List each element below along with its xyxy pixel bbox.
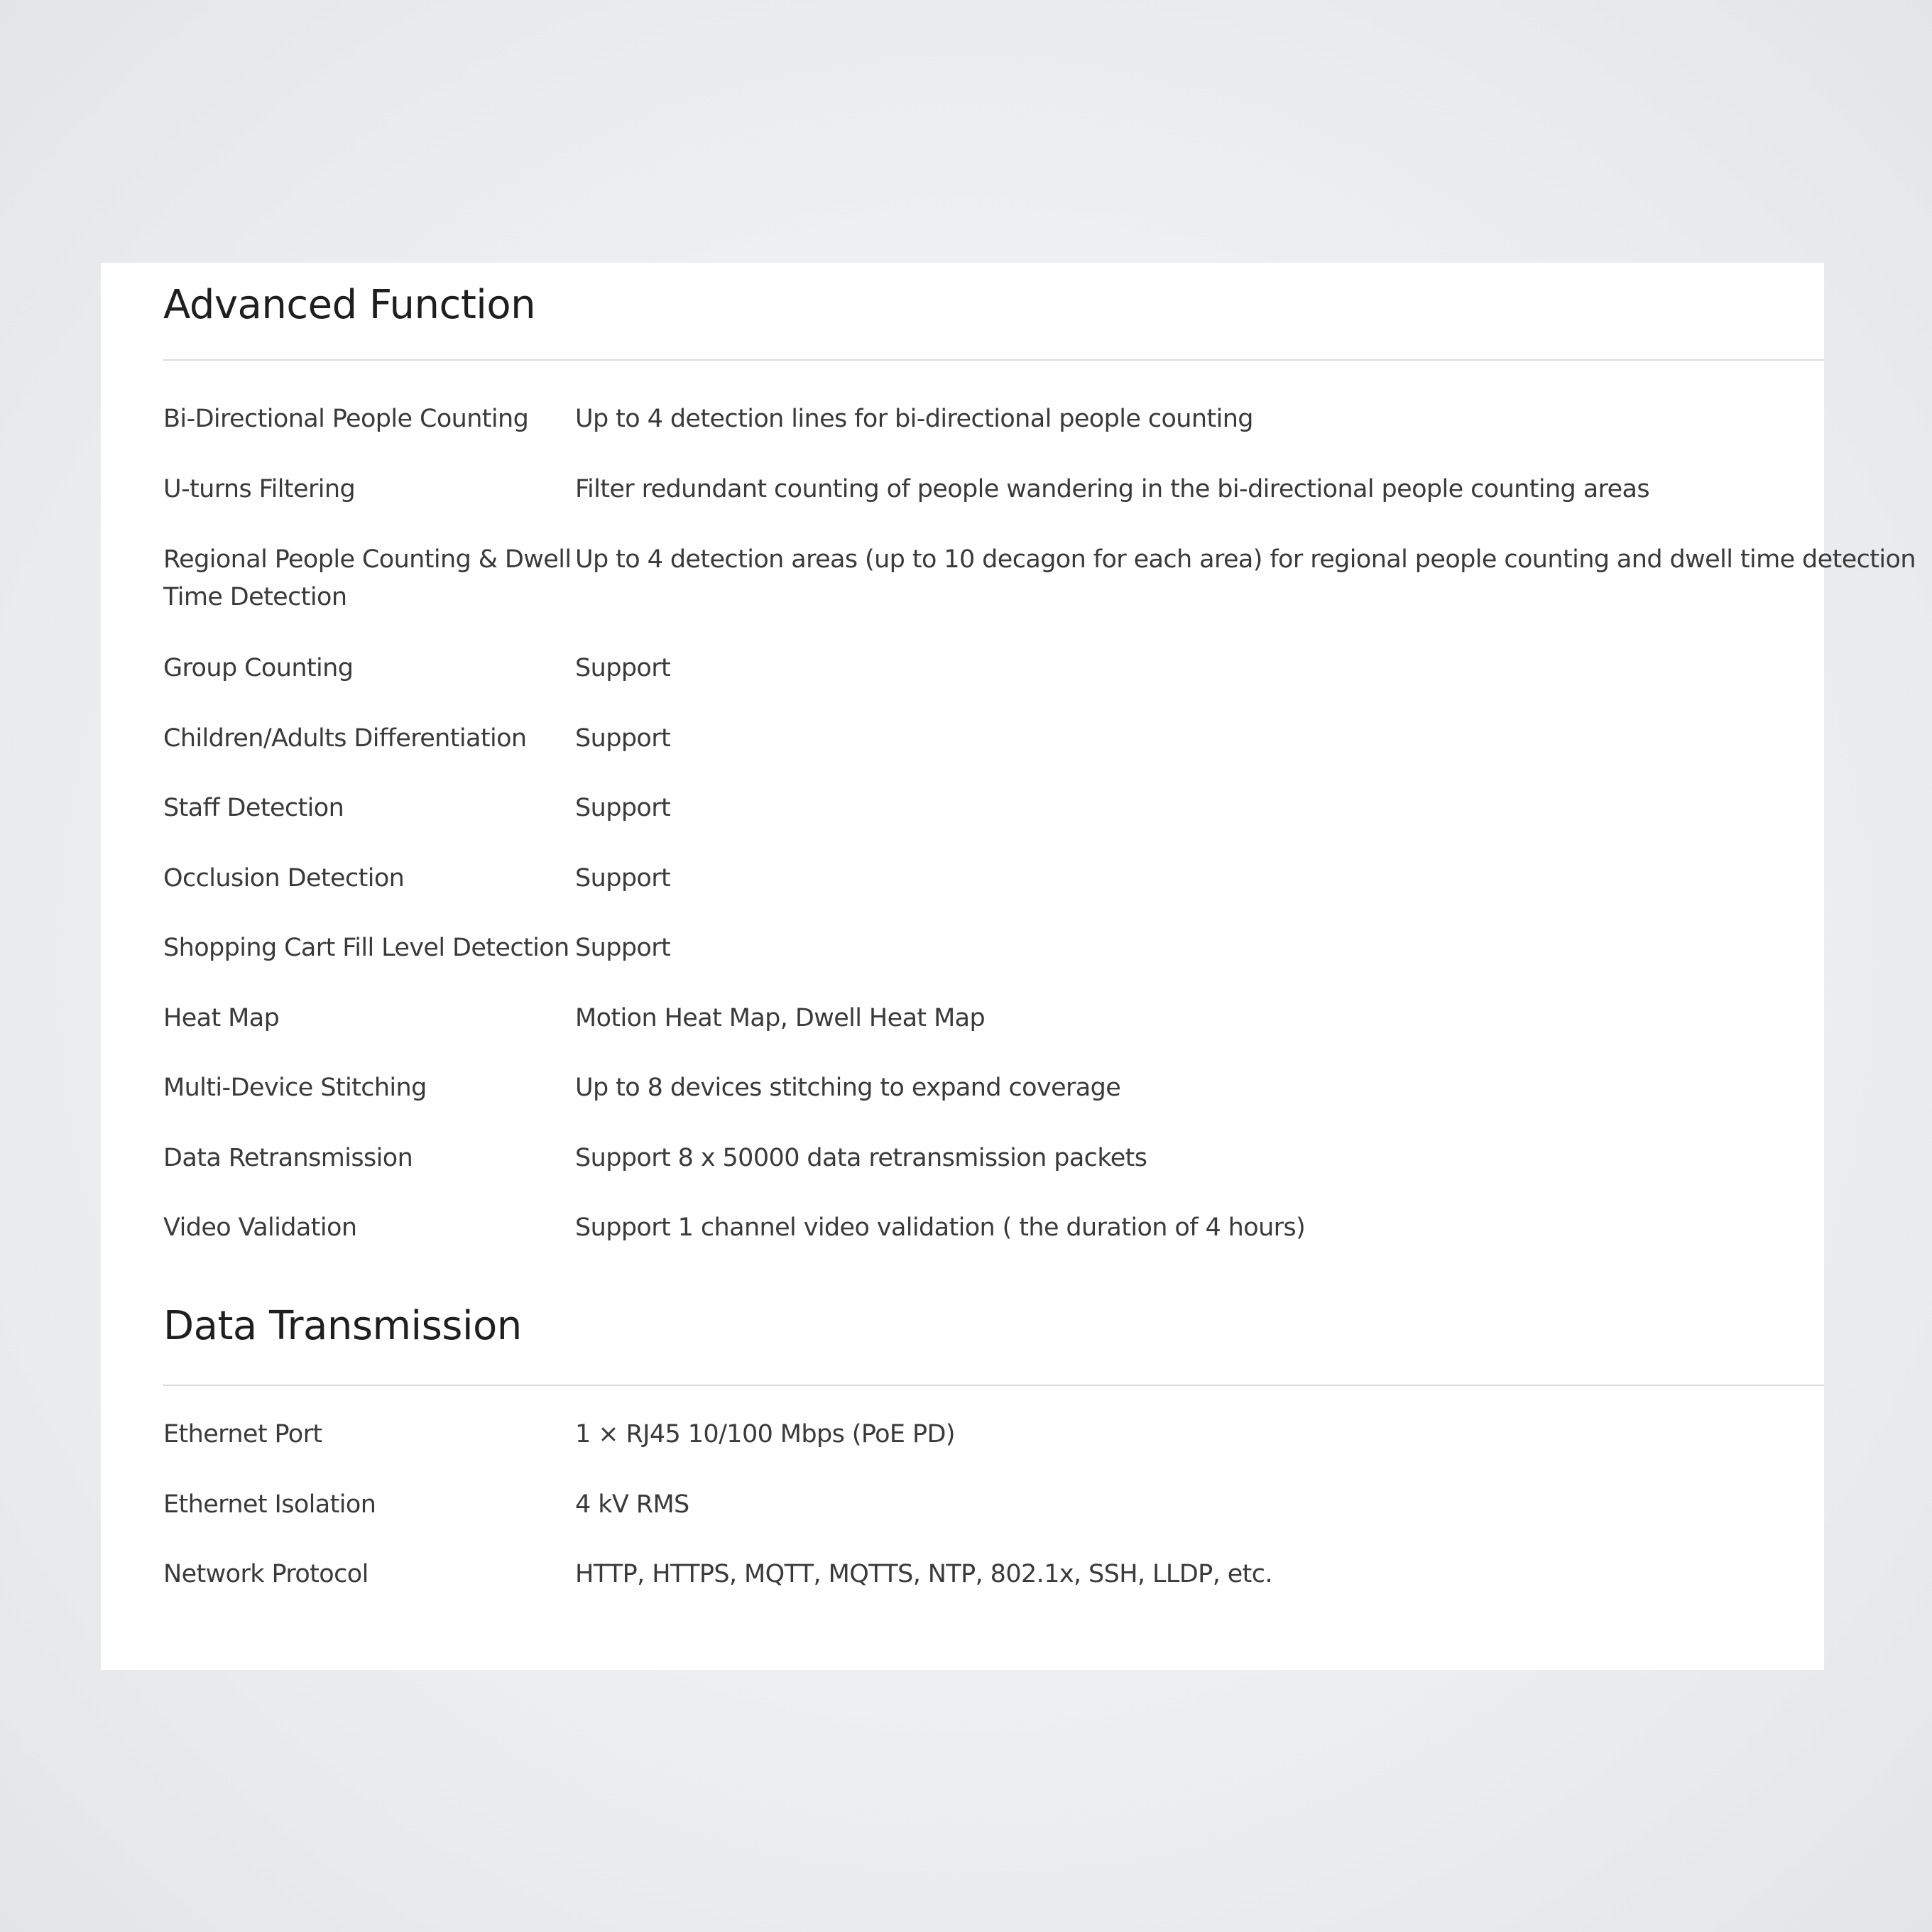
table-row: [163, 400, 1824, 471]
row-label: U-turns Filtering: [163, 475, 356, 503]
row-value: 4 kV RMS: [575, 1490, 689, 1519]
row-value: Filter redundant counting of people wandering in the bi-directional people counting areas: [575, 475, 1649, 503]
row-label: Bi-Directional People Counting: [163, 405, 529, 433]
row-value: Up to 4 detection lines for bi-directional people counting: [575, 405, 1253, 433]
table-row: [163, 1069, 1824, 1140]
table-row: [163, 720, 1824, 790]
row-label: Ethernet Port: [163, 1420, 322, 1448]
row-label: Occlusion Detection: [163, 864, 405, 893]
table-row: [163, 541, 1916, 650]
row-label: Multi-Device Stitching: [163, 1074, 427, 1102]
table-row: [163, 650, 1824, 720]
row-value: Up to 8 devices stitching to expand coverage: [575, 1074, 1121, 1102]
spec-table: [163, 361, 1916, 1279]
table-row: [163, 929, 1824, 1000]
row-label: Network Protocol: [163, 1560, 369, 1588]
table-row: [163, 1416, 1824, 1486]
section-data-transmission: [163, 1279, 1824, 1626]
row-value: Motion Heat Map, Dwell Heat Map: [575, 1004, 986, 1032]
row-label: Staff Detection: [163, 794, 344, 822]
row-value: Support: [575, 934, 671, 962]
row-label: Data Retransmission: [163, 1144, 413, 1172]
section-advanced-function: [163, 263, 1916, 1279]
section-title: Advanced Function: [163, 282, 536, 328]
row-label: Video Validation: [163, 1213, 357, 1242]
row-label: Ethernet Isolation: [163, 1490, 376, 1519]
row-value: Support: [575, 864, 671, 893]
row-value: Up to 4 detection areas (up to 10 decagon for each area) for regional people counting and dwell time detection: [575, 545, 1916, 574]
row-value: Support: [575, 724, 671, 753]
spec-card: [101, 263, 1916, 1670]
table-row: [163, 1209, 1824, 1279]
row-value: HTTP, HTTPS, MQTT, MQTTS, NTP, 802.1x, SSH, LLDP, etc.: [575, 1560, 1272, 1588]
table-row: [163, 860, 1824, 929]
table-row: [163, 1556, 1824, 1626]
section-title: Data Transmission: [163, 1303, 522, 1349]
spec-table: [163, 1386, 1824, 1626]
row-value: Support 8 x 50000 data retransmission packets: [575, 1144, 1147, 1172]
row-value: Support: [575, 794, 671, 822]
table-row: [163, 1140, 1824, 1209]
row-label: Shopping Cart Fill Level Detection: [163, 934, 569, 962]
row-value: Support 1 channel video validation ( the duration of 4 hours): [575, 1213, 1306, 1242]
table-row: [163, 1000, 1824, 1069]
table-row: [163, 1486, 1824, 1556]
row-label: Regional People Counting & Dwell Time Detection: [163, 545, 572, 611]
row-label: Children/Adults Differentiation: [163, 724, 527, 753]
table-row: [163, 790, 1824, 860]
table-row: [163, 471, 1824, 541]
row-label: Heat Map: [163, 1004, 280, 1032]
row-label: Group Counting: [163, 654, 354, 682]
row-value: Support: [575, 654, 671, 682]
row-value: 1 × RJ45 10/100 Mbps (PoE PD): [575, 1420, 955, 1448]
